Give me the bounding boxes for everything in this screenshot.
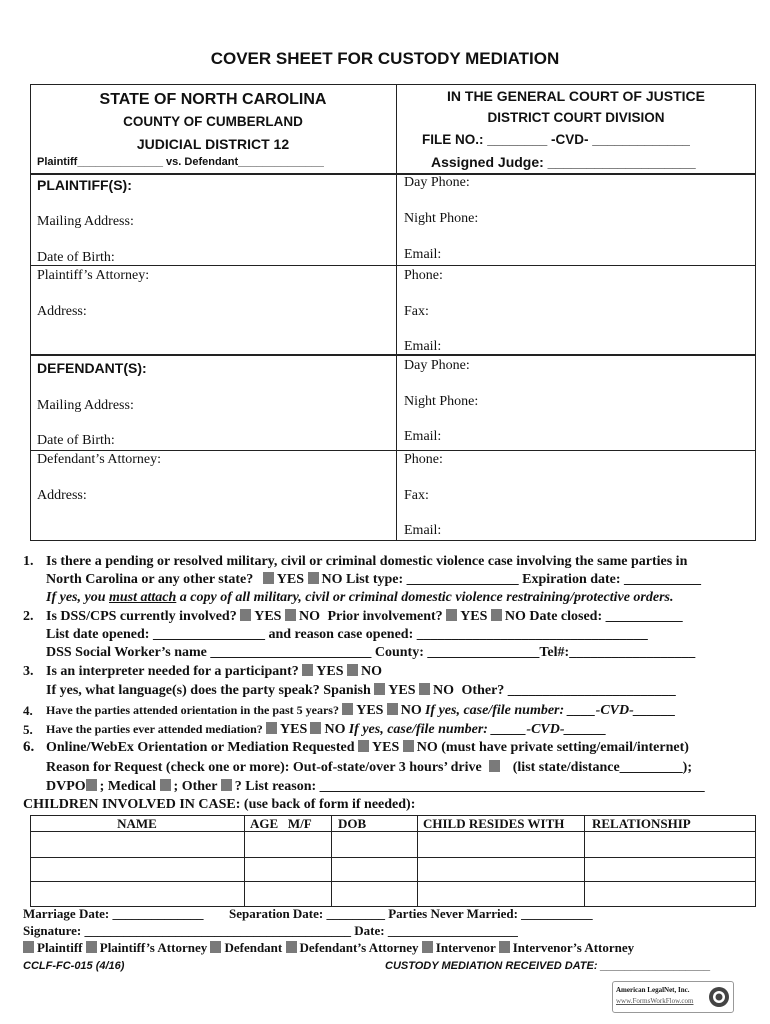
q4-yes-checkbox[interactable] (342, 703, 353, 715)
q3-spanish-no-label: NO (433, 683, 455, 698)
plaintiff-mailing-label[interactable]: Mailing Address: (37, 214, 134, 229)
q5-no-checkbox[interactable] (310, 722, 321, 734)
q2-no-label: NO (298, 609, 320, 624)
assigned-judge-field[interactable]: Assigned Judge: ___________________ (431, 154, 696, 170)
case-caption[interactable]: Plaintiff______________ vs. Defendant______________ (37, 156, 324, 168)
q6-yes-checkbox[interactable] (358, 740, 369, 752)
q3-yes-checkbox[interactable] (302, 664, 313, 676)
plaintiff-dob-label[interactable]: Date of Birth: (37, 250, 115, 265)
plaintiff-heading: PLAINTIFF(S): (37, 177, 132, 193)
logo-text-1: American LegalNet, Inc. (616, 986, 690, 994)
q2-prior-yes-label: YES (460, 609, 488, 624)
role-intervenor-checkbox[interactable] (422, 941, 433, 953)
role-plaintiff-attorney-checkbox[interactable] (86, 941, 97, 953)
q2-prior-no-checkbox[interactable] (491, 609, 502, 621)
q6-no-checkbox[interactable] (403, 740, 414, 752)
role-plaintiff-checkbox[interactable] (23, 941, 34, 953)
header-divider (396, 84, 397, 174)
q1-yes-checkbox[interactable] (263, 572, 274, 584)
received-date-field[interactable]: CUSTODY MEDIATION RECEIVED DATE: __________________ (385, 960, 711, 972)
q3-language-text: If yes, what language(s) does the party speak? Spanish (46, 683, 371, 698)
q3-line1 (46, 664, 382, 680)
children-row-3[interactable] (31, 882, 754, 905)
q5-case-number-field[interactable]: If yes, case/file number: _____-CVD-______ (348, 722, 607, 737)
q1-text: Is there a pending or resolved military, civil or criminal domestic violence case involving the same parties in (46, 554, 688, 569)
q6-medical-label: ; Medical (99, 779, 157, 794)
q1-note (46, 590, 674, 606)
q3-number: 3. (23, 664, 34, 679)
q1-note-pre: If yes, you (46, 590, 109, 605)
role-intervenor-attorney-label: Intervenor’s Attorney (512, 940, 635, 955)
q6-dvpo-checkbox[interactable] (86, 779, 97, 791)
q1-text-2: North Carolina or any other state? (46, 572, 254, 587)
q1-line2 (46, 572, 701, 588)
role-plaintiff-attorney-label: Plaintiff’s Attorney (99, 940, 208, 955)
children-row-2[interactable] (31, 858, 754, 881)
plaintiff-attorney-rule (30, 265, 755, 266)
q2-prior-text: Prior involvement? (327, 609, 443, 624)
court-label: IN THE GENERAL COURT OF JUSTICE (447, 88, 705, 104)
q2-yes-checkbox[interactable] (240, 609, 251, 621)
children-col-relationship: RELATIONSHIP (592, 816, 691, 831)
q2-no-checkbox[interactable] (285, 609, 296, 621)
q2-number: 2. (23, 609, 34, 624)
q2-date-closed-field[interactable]: Date closed: ___________ (529, 609, 683, 624)
plaintiff-email-label[interactable]: Email: (404, 247, 442, 262)
q2-social-worker-field[interactable]: DSS Social Worker’s name _______________________ County: ________________Tel#:__________________ (46, 645, 696, 660)
defendant-divider (396, 354, 397, 540)
children-col-resides-with: CHILD RESIDES WITH (423, 816, 565, 831)
q3-spanish-yes-label: YES (388, 683, 416, 698)
role-defendant-attorney-label: Defendant’s Attorney (299, 940, 419, 955)
children-row-1[interactable] (31, 832, 754, 857)
q5-number: 5. (23, 722, 33, 737)
marriage-date-field[interactable]: Marriage Date: ______________ (23, 906, 204, 921)
q6-line1 (46, 740, 689, 756)
q3-other-language-field[interactable]: Other? ________________________ (461, 683, 676, 698)
separation-date-field[interactable]: Separation Date: _________ Parties Never Married: ___________ (229, 906, 593, 921)
form-id: CCLF-FC-015 (4/16) (23, 960, 125, 972)
plaintiff-attorney-fax-label[interactable]: Fax: (404, 304, 429, 319)
logo-emblem-icon (707, 984, 731, 1010)
q6-distance-field[interactable]: (list state/distance_________); (512, 760, 693, 775)
q6-line2 (46, 760, 692, 776)
defendant-heading: DEFENDANT(S): (37, 360, 147, 376)
q2-yes-label: YES (254, 609, 282, 624)
plaintiff-attorney-email-label[interactable]: Email: (404, 339, 442, 354)
defendant-attorney-phone-label[interactable]: Phone: (404, 452, 443, 467)
defendant-mailing-label[interactable]: Mailing Address: (37, 398, 134, 413)
defendant-email-label[interactable]: Email: (404, 429, 442, 444)
file-no-field[interactable]: FILE NO.: ________ -CVD- _____________ (422, 132, 690, 147)
q3-no-checkbox[interactable] (347, 664, 358, 676)
q4-case-number-field[interactable]: If yes, case/file number: ____-CVD-______ (424, 703, 676, 718)
children-heading: CHILDREN INVOLVED IN CASE: (use back of form if needed): (23, 797, 416, 812)
q3-yes-label: YES (316, 664, 344, 679)
q2-text: Is DSS/CPS currently involved? (46, 609, 237, 624)
role-plaintiff-label: Plaintiff (37, 940, 83, 955)
defendant-attorney-address-label[interactable]: Address: (37, 488, 87, 503)
defendant-box (30, 354, 756, 541)
q6-other-label: ; Other (173, 779, 218, 794)
division-label: DISTRICT COURT DIVISION (487, 110, 665, 125)
defendant-attorney-fax-label[interactable]: Fax: (404, 488, 429, 503)
q6-number: 6. (23, 739, 35, 755)
defendant-attorney-label[interactable]: Defendant’s Attorney: (37, 452, 162, 467)
children-col-name: NAME (117, 816, 157, 831)
q1-yes-label: YES (276, 572, 304, 587)
q2-prior-yes-checkbox[interactable] (446, 609, 457, 621)
defendant-day-phone-label[interactable]: Day Phone: (404, 358, 470, 373)
state-label: STATE OF NORTH CAROLINA (99, 91, 327, 108)
signature-field[interactable]: Signature: _________________________________________ Date: ____________________ (23, 923, 518, 938)
defendant-night-phone-label[interactable]: Night Phone: (404, 394, 479, 409)
q4-line (46, 702, 676, 719)
q6-medical-checkbox[interactable] (160, 779, 171, 791)
q1-no-label: NO (321, 572, 343, 587)
plaintiff-attorney-phone-label[interactable]: Phone: (404, 268, 443, 283)
q1-number: 1. (23, 554, 34, 569)
q5-yes-label: YES (280, 722, 308, 737)
role-defendant-label: Defendant (224, 940, 283, 955)
defendant-dob-label[interactable]: Date of Birth: (37, 433, 115, 448)
q6-line3 (46, 779, 705, 795)
q6-dvpo-label: DVPO (46, 779, 86, 794)
q2-prior-no-label: NO (504, 609, 526, 624)
q5-no-label: NO (324, 722, 346, 737)
role-defendant-attorney-checkbox[interactable] (286, 941, 297, 953)
q6-reason-text: Reason for Request (check one or more): Out-of-state/over 3 hours’ drive (46, 760, 482, 775)
q6-no-label: NO (must have private setting/email/internet) (416, 740, 689, 755)
q2-date-opened-field[interactable]: List date opened: ________________ and reason case opened: _________________________________ (46, 627, 648, 642)
plaintiff-day-phone-label[interactable]: Day Phone: (404, 175, 470, 190)
plaintiff-attorney-label[interactable]: Plaintiff’s Attorney: (37, 268, 150, 283)
q4-number: 4. (23, 703, 33, 718)
logo-text-2: www.FormsWorkFlow.com (616, 997, 694, 1005)
role-intervenor-attorney-checkbox[interactable] (499, 941, 510, 953)
q6-yes-label: YES (372, 740, 400, 755)
defendant-attorney-rule (30, 450, 755, 451)
plaintiff-attorney-address-label[interactable]: Address: (37, 304, 87, 319)
q5-text: Have the parties ever attended mediation? (46, 722, 263, 736)
q4-text: Have the parties attended orientation in the past 5 years? (46, 703, 339, 717)
page-title: COVER SHEET FOR CUSTODY MEDIATION (210, 49, 560, 68)
q4-no-label: NO (400, 703, 422, 718)
q3-text: Is an interpreter needed for a participant? (46, 664, 299, 679)
role-intervenor-label: Intervenor (435, 940, 496, 955)
q1-note-post: a copy of all military, civil or criminal domestic violence restraining/protective orders. (176, 590, 674, 605)
children-col-age-sex: AGE M/F (250, 816, 312, 831)
role-defendant-checkbox[interactable] (210, 941, 221, 953)
q6-other-checkbox[interactable] (221, 779, 232, 791)
q3-spanish-no-checkbox[interactable] (419, 683, 430, 695)
county-label: COUNTY OF CUMBERLAND (123, 114, 303, 129)
q5-line (46, 721, 607, 738)
role-checkboxes (23, 940, 634, 956)
q6-out-of-state-checkbox[interactable] (489, 760, 500, 772)
q3-line2 (46, 683, 676, 699)
q3-spanish-yes-checkbox[interactable] (374, 683, 385, 695)
district-label: JUDICIAL DISTRICT 12 (136, 136, 290, 152)
q5-yes-checkbox[interactable] (266, 722, 277, 734)
q4-no-checkbox[interactable] (387, 703, 398, 715)
q4-yes-label: YES (356, 703, 384, 718)
q1-no-checkbox[interactable] (308, 572, 319, 584)
q3-no-label: NO (361, 664, 382, 679)
legalnet-logo (612, 981, 734, 1013)
q6-text: Online/WebEx Orientation or Mediation Requested (46, 740, 355, 755)
q2-line1 (46, 609, 683, 625)
plaintiff-night-phone-label[interactable]: Night Phone: (404, 211, 479, 226)
q6-list-reason-field[interactable]: ? List reason: _______________________________________________________ (234, 779, 705, 794)
q1-note-must: must attach (109, 590, 177, 605)
children-col-dob: DOB (338, 816, 367, 831)
defendant-attorney-email-label[interactable]: Email: (404, 523, 442, 538)
plaintiff-divider (396, 173, 397, 355)
q1-list-type-field[interactable]: List type: ________________ Expiration date: ___________ (346, 572, 702, 587)
